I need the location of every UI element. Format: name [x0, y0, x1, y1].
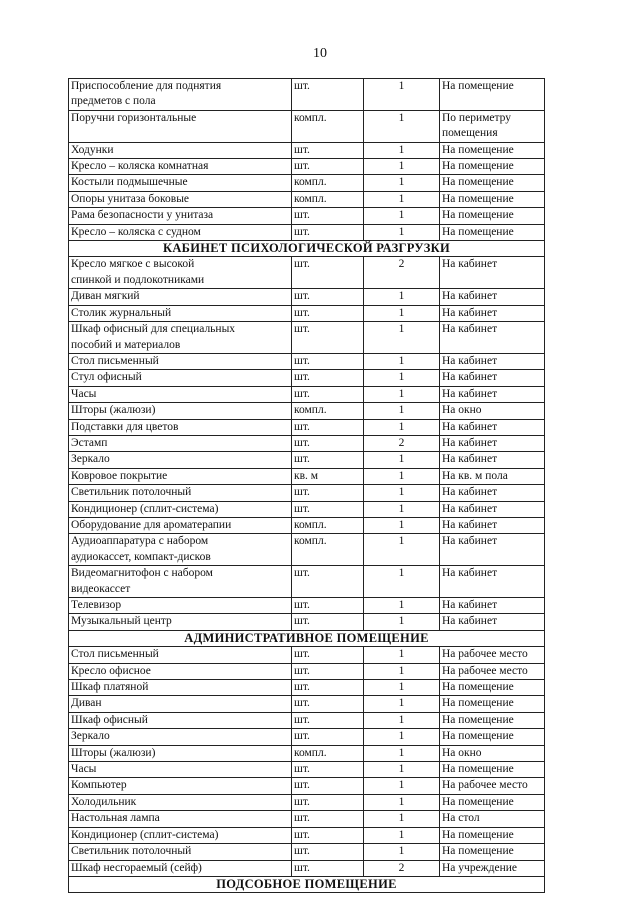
unit-cell: шт. — [292, 79, 364, 111]
table-row — [69, 811, 545, 827]
table-row — [69, 696, 545, 712]
quantity-cell: 1 — [364, 110, 440, 142]
table-row — [69, 729, 545, 745]
quantity-cell: 1 — [364, 712, 440, 728]
item-name-cell: Кресло – коляска с судном — [69, 224, 292, 240]
allocation-cell: На помещение — [440, 844, 545, 860]
allocation-cell: На помещение — [440, 142, 545, 158]
table-row — [69, 468, 545, 484]
allocation-cell: На кабинет — [440, 598, 545, 614]
item-name-cell: Шкаф офисный для специальных пособий и материалов — [69, 322, 292, 354]
unit-cell: шт. — [292, 305, 364, 321]
unit-cell: шт. — [292, 712, 364, 728]
quantity-cell: 1 — [364, 745, 440, 761]
section-header-row — [69, 876, 545, 892]
quantity-cell: 1 — [364, 175, 440, 191]
unit-cell: компл. — [292, 175, 364, 191]
item-name-cell: Диван — [69, 696, 292, 712]
allocation-cell: По периметру помещения — [440, 110, 545, 142]
table-row — [69, 175, 545, 191]
table-row — [69, 485, 545, 501]
allocation-cell: На кабинет — [440, 566, 545, 598]
table-row — [69, 353, 545, 369]
unit-cell: шт. — [292, 224, 364, 240]
quantity-cell: 1 — [364, 353, 440, 369]
allocation-cell: На кабинет — [440, 289, 545, 305]
quantity-cell: 1 — [364, 811, 440, 827]
allocation-cell: На кабинет — [440, 485, 545, 501]
quantity-cell: 1 — [364, 762, 440, 778]
unit-cell: шт. — [292, 794, 364, 810]
table-row — [69, 224, 545, 240]
section-title: АДМИНИСТРАТИВНОЕ ПОМЕЩЕНИЕ — [69, 630, 545, 646]
unit-cell: шт. — [292, 353, 364, 369]
unit-cell: шт. — [292, 485, 364, 501]
item-name-cell: Стол письменный — [69, 647, 292, 663]
table-row — [69, 860, 545, 876]
quantity-cell: 1 — [364, 370, 440, 386]
quantity-cell: 2 — [364, 257, 440, 289]
item-name-cell: Кресло мягкое с высокой спинкой и подлокотниками — [69, 257, 292, 289]
unit-cell: шт. — [292, 435, 364, 451]
allocation-cell: На помещение — [440, 191, 545, 207]
table-row — [69, 778, 545, 794]
equipment-table-body — [69, 79, 545, 893]
table-row — [69, 110, 545, 142]
quantity-cell: 1 — [364, 794, 440, 810]
allocation-cell: На помещение — [440, 729, 545, 745]
unit-cell: шт. — [292, 827, 364, 843]
allocation-cell: На помещение — [440, 159, 545, 175]
unit-cell: шт. — [292, 860, 364, 876]
allocation-cell: На рабочее место — [440, 663, 545, 679]
item-name-cell: Часы — [69, 386, 292, 402]
table-row — [69, 289, 545, 305]
section-header-row — [69, 630, 545, 646]
item-name-cell: Холодильник — [69, 794, 292, 810]
item-name-cell: Опоры унитаза боковые — [69, 191, 292, 207]
unit-cell: шт. — [292, 647, 364, 663]
table-row — [69, 403, 545, 419]
unit-cell: шт. — [292, 762, 364, 778]
table-row — [69, 844, 545, 860]
section-title: ПОДСОБНОЕ ПОМЕЩЕНИЕ — [69, 876, 545, 892]
item-name-cell: Светильник потолочный — [69, 485, 292, 501]
item-name-cell: Костыли подмышечные — [69, 175, 292, 191]
item-name-cell: Столик журнальный — [69, 305, 292, 321]
allocation-cell: На кабинет — [440, 419, 545, 435]
quantity-cell: 1 — [364, 827, 440, 843]
quantity-cell: 1 — [364, 534, 440, 566]
quantity-cell: 1 — [364, 419, 440, 435]
item-name-cell: Поручни горизонтальные — [69, 110, 292, 142]
section-title: КАБИНЕТ ПСИХОЛОГИЧЕСКОЙ РАЗГРУЗКИ — [69, 241, 545, 257]
unit-cell: шт. — [292, 844, 364, 860]
allocation-cell: На помещение — [440, 208, 545, 224]
quantity-cell: 1 — [364, 696, 440, 712]
table-row — [69, 712, 545, 728]
table-row — [69, 566, 545, 598]
unit-cell: шт. — [292, 208, 364, 224]
item-name-cell: Шкаф несгораемый (сейф) — [69, 860, 292, 876]
item-name-cell: Музыкальный центр — [69, 614, 292, 630]
unit-cell: компл. — [292, 110, 364, 142]
item-name-cell: Шкаф офисный — [69, 712, 292, 728]
quantity-cell: 2 — [364, 435, 440, 451]
table-row — [69, 191, 545, 207]
unit-cell: шт. — [292, 778, 364, 794]
allocation-cell: На рабочее место — [440, 778, 545, 794]
quantity-cell: 1 — [364, 844, 440, 860]
unit-cell: компл. — [292, 745, 364, 761]
unit-cell: компл. — [292, 403, 364, 419]
table-row — [69, 142, 545, 158]
unit-cell: шт. — [292, 159, 364, 175]
item-name-cell: Шкаф платяной — [69, 680, 292, 696]
table-row — [69, 452, 545, 468]
table-row — [69, 322, 545, 354]
item-name-cell: Зеркало — [69, 452, 292, 468]
table-row — [69, 159, 545, 175]
allocation-cell: На окно — [440, 403, 545, 419]
table-row — [69, 386, 545, 402]
item-name-cell: Рама безопасности у унитаза — [69, 208, 292, 224]
table-row — [69, 419, 545, 435]
quantity-cell: 1 — [364, 322, 440, 354]
allocation-cell: На помещение — [440, 762, 545, 778]
item-name-cell: Кондиционер (сплит-система) — [69, 827, 292, 843]
allocation-cell: На помещение — [440, 175, 545, 191]
quantity-cell: 1 — [364, 289, 440, 305]
table-row — [69, 534, 545, 566]
item-name-cell: Светильник потолочный — [69, 844, 292, 860]
quantity-cell: 1 — [364, 305, 440, 321]
unit-cell: компл. — [292, 534, 364, 566]
table-row — [69, 663, 545, 679]
equipment-table — [68, 78, 545, 893]
item-name-cell: Шторы (жалюзи) — [69, 745, 292, 761]
unit-cell: шт. — [292, 501, 364, 517]
item-name-cell: Приспособление для поднятия предметов с пола — [69, 79, 292, 111]
unit-cell: шт. — [292, 566, 364, 598]
allocation-cell: На окно — [440, 745, 545, 761]
quantity-cell: 1 — [364, 647, 440, 663]
item-name-cell: Часы — [69, 762, 292, 778]
item-name-cell: Кресло – коляска комнатная — [69, 159, 292, 175]
allocation-cell: На кабинет — [440, 353, 545, 369]
table-row — [69, 827, 545, 843]
quantity-cell: 1 — [364, 680, 440, 696]
quantity-cell: 1 — [364, 191, 440, 207]
table-row — [69, 517, 545, 533]
item-name-cell: Кресло офисное — [69, 663, 292, 679]
allocation-cell: На помещение — [440, 696, 545, 712]
table-row — [69, 208, 545, 224]
page-number: 10 — [313, 46, 327, 61]
quantity-cell: 1 — [364, 159, 440, 175]
quantity-cell: 1 — [364, 663, 440, 679]
allocation-cell: На кабинет — [440, 257, 545, 289]
item-name-cell: Стол письменный — [69, 353, 292, 369]
unit-cell: шт. — [292, 289, 364, 305]
unit-cell: шт. — [292, 614, 364, 630]
unit-cell: шт. — [292, 257, 364, 289]
quantity-cell: 2 — [364, 860, 440, 876]
unit-cell: шт. — [292, 598, 364, 614]
unit-cell: шт. — [292, 663, 364, 679]
quantity-cell: 1 — [364, 485, 440, 501]
allocation-cell: На кабинет — [440, 517, 545, 533]
section-header-row — [69, 241, 545, 257]
item-name-cell: Шторы (жалюзи) — [69, 403, 292, 419]
quantity-cell: 1 — [364, 517, 440, 533]
quantity-cell: 1 — [364, 566, 440, 598]
allocation-cell: На кв. м пола — [440, 468, 545, 484]
unit-cell: шт. — [292, 811, 364, 827]
table-row — [69, 79, 545, 111]
allocation-cell: На помещение — [440, 680, 545, 696]
table-row — [69, 501, 545, 517]
unit-cell: шт. — [292, 419, 364, 435]
allocation-cell: На помещение — [440, 827, 545, 843]
quantity-cell: 1 — [364, 224, 440, 240]
table-row — [69, 794, 545, 810]
quantity-cell: 1 — [364, 142, 440, 158]
item-name-cell: Стул офисный — [69, 370, 292, 386]
allocation-cell: На кабинет — [440, 370, 545, 386]
quantity-cell: 1 — [364, 403, 440, 419]
allocation-cell: На кабинет — [440, 534, 545, 566]
unit-cell: компл. — [292, 517, 364, 533]
item-name-cell: Подставки для цветов — [69, 419, 292, 435]
allocation-cell: На кабинет — [440, 322, 545, 354]
unit-cell: шт. — [292, 142, 364, 158]
quantity-cell: 1 — [364, 501, 440, 517]
table-row — [69, 745, 545, 761]
table-row — [69, 614, 545, 630]
allocation-cell: На помещение — [440, 712, 545, 728]
table-row — [69, 435, 545, 451]
allocation-cell: На учреждение — [440, 860, 545, 876]
unit-cell: шт. — [292, 386, 364, 402]
allocation-cell: На кабинет — [440, 386, 545, 402]
item-name-cell: Аудиоаппаратура с набором аудиокассет, компакт-дисков — [69, 534, 292, 566]
item-name-cell: Диван мягкий — [69, 289, 292, 305]
item-name-cell: Эстамп — [69, 435, 292, 451]
item-name-cell: Кондиционер (сплит-система) — [69, 501, 292, 517]
quantity-cell: 1 — [364, 452, 440, 468]
item-name-cell: Настольная лампа — [69, 811, 292, 827]
unit-cell: шт. — [292, 696, 364, 712]
allocation-cell: На рабочее место — [440, 647, 545, 663]
item-name-cell: Ковровое покрытие — [69, 468, 292, 484]
item-name-cell: Компьютер — [69, 778, 292, 794]
quantity-cell: 1 — [364, 598, 440, 614]
quantity-cell: 1 — [364, 729, 440, 745]
allocation-cell: На кабинет — [440, 501, 545, 517]
allocation-cell: На помещение — [440, 224, 545, 240]
item-name-cell: Телевизор — [69, 598, 292, 614]
unit-cell: шт. — [292, 370, 364, 386]
table-row — [69, 598, 545, 614]
table-row — [69, 370, 545, 386]
quantity-cell: 1 — [364, 468, 440, 484]
allocation-cell: На стол — [440, 811, 545, 827]
item-name-cell: Зеркало — [69, 729, 292, 745]
unit-cell: шт. — [292, 729, 364, 745]
unit-cell: кв. м — [292, 468, 364, 484]
table-row — [69, 647, 545, 663]
allocation-cell: На кабинет — [440, 452, 545, 468]
allocation-cell: На помещение — [440, 794, 545, 810]
table-row — [69, 305, 545, 321]
quantity-cell: 1 — [364, 614, 440, 630]
item-name-cell: Видеомагнитофон с набором видеокассет — [69, 566, 292, 598]
table-row — [69, 257, 545, 289]
item-name-cell: Оборудование для ароматерапии — [69, 517, 292, 533]
table-row — [69, 680, 545, 696]
quantity-cell: 1 — [364, 386, 440, 402]
unit-cell: шт. — [292, 680, 364, 696]
unit-cell: компл. — [292, 191, 364, 207]
table-row — [69, 762, 545, 778]
allocation-cell: На кабинет — [440, 614, 545, 630]
unit-cell: шт. — [292, 322, 364, 354]
allocation-cell: На кабинет — [440, 305, 545, 321]
quantity-cell: 1 — [364, 778, 440, 794]
item-name-cell: Ходунки — [69, 142, 292, 158]
quantity-cell: 1 — [364, 79, 440, 111]
unit-cell: шт. — [292, 452, 364, 468]
allocation-cell: На помещение — [440, 79, 545, 111]
quantity-cell: 1 — [364, 208, 440, 224]
allocation-cell: На кабинет — [440, 435, 545, 451]
